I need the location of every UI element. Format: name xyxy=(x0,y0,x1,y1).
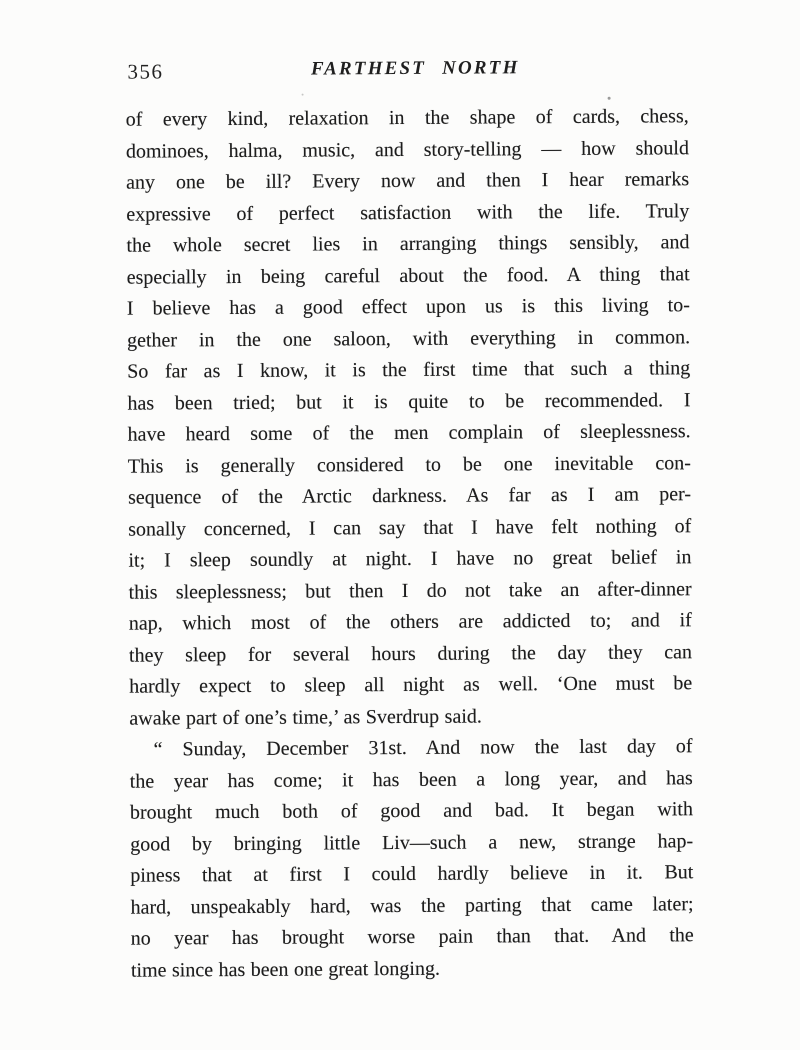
page-number: 356 xyxy=(127,59,164,84)
scan-speckle xyxy=(608,97,611,100)
text-line: has been tried; but it is quite to be recommended. I xyxy=(127,388,691,415)
text-line: the year has come; it has been a long year, and has xyxy=(129,766,693,793)
text-line: dominoes, halma, music, and story-telling — how should xyxy=(125,136,689,163)
scan-speckle xyxy=(456,239,458,241)
text-line: expressive of perfect satisfaction with the life. Truly xyxy=(126,199,690,226)
text-line: So far as I know, it is the first time that such a thing xyxy=(127,357,691,383)
text-line: brought much both of good and bad. It began with xyxy=(129,798,694,824)
text-line: nap, which most of the others are addicted to; and if xyxy=(128,609,692,635)
text-line: gether in the one saloon, with everything in common. xyxy=(127,325,691,352)
text-line: this sleeplessness; but then I do not take an after-dinner xyxy=(128,577,692,604)
text-line: have heard some of the men complain of sleeplessness. xyxy=(127,420,691,446)
text-line: it; I sleep soundly at night. I have no great belief in xyxy=(128,546,692,572)
text-line: hardly expect to sleep all night as well. ‘One must be xyxy=(129,672,693,698)
text-line: especially in being careful about the food. A thing that xyxy=(126,262,690,289)
text-line: sonally concerned, I can say that I have felt nothing of xyxy=(128,514,692,541)
page-body xyxy=(126,101,694,986)
scan-speckle xyxy=(302,94,304,96)
text-line: no year has brought worse pain than that. And the xyxy=(130,924,694,950)
text-line: I believe has a good effect upon us is this living to- xyxy=(126,294,690,320)
text-line: good by bringing little Liv—such a new, strange hap- xyxy=(130,829,694,856)
text-line: of every kind, relaxation in the shape of cards, chess, xyxy=(125,105,689,131)
text-line: the whole secret lies in arranging things sensibly, and xyxy=(126,231,690,257)
text-line: This is generally considered to be one inevitable con- xyxy=(127,451,691,478)
text-line: piness that at first I could hardly believe in it. But xyxy=(130,861,694,887)
text-line: hard, unspeakably hard, was the parting that came later; xyxy=(130,892,694,919)
page-header xyxy=(125,52,688,85)
text-line: awake part of one’s time,’ as Sverdrup said. xyxy=(129,705,482,730)
running-title: FARTHEST NORTH xyxy=(310,57,520,80)
text-line: any one be ill? Every now and then I hear remarks xyxy=(126,168,690,194)
text-line: sequence of the Arctic darkness. As far as I am per- xyxy=(127,483,692,509)
text-line: “ Sunday, December 31st. And now the last day of xyxy=(153,735,693,761)
text-line: time since has been one great longing. xyxy=(130,957,440,982)
text-line: they sleep for several hours during the day they can xyxy=(128,640,693,667)
